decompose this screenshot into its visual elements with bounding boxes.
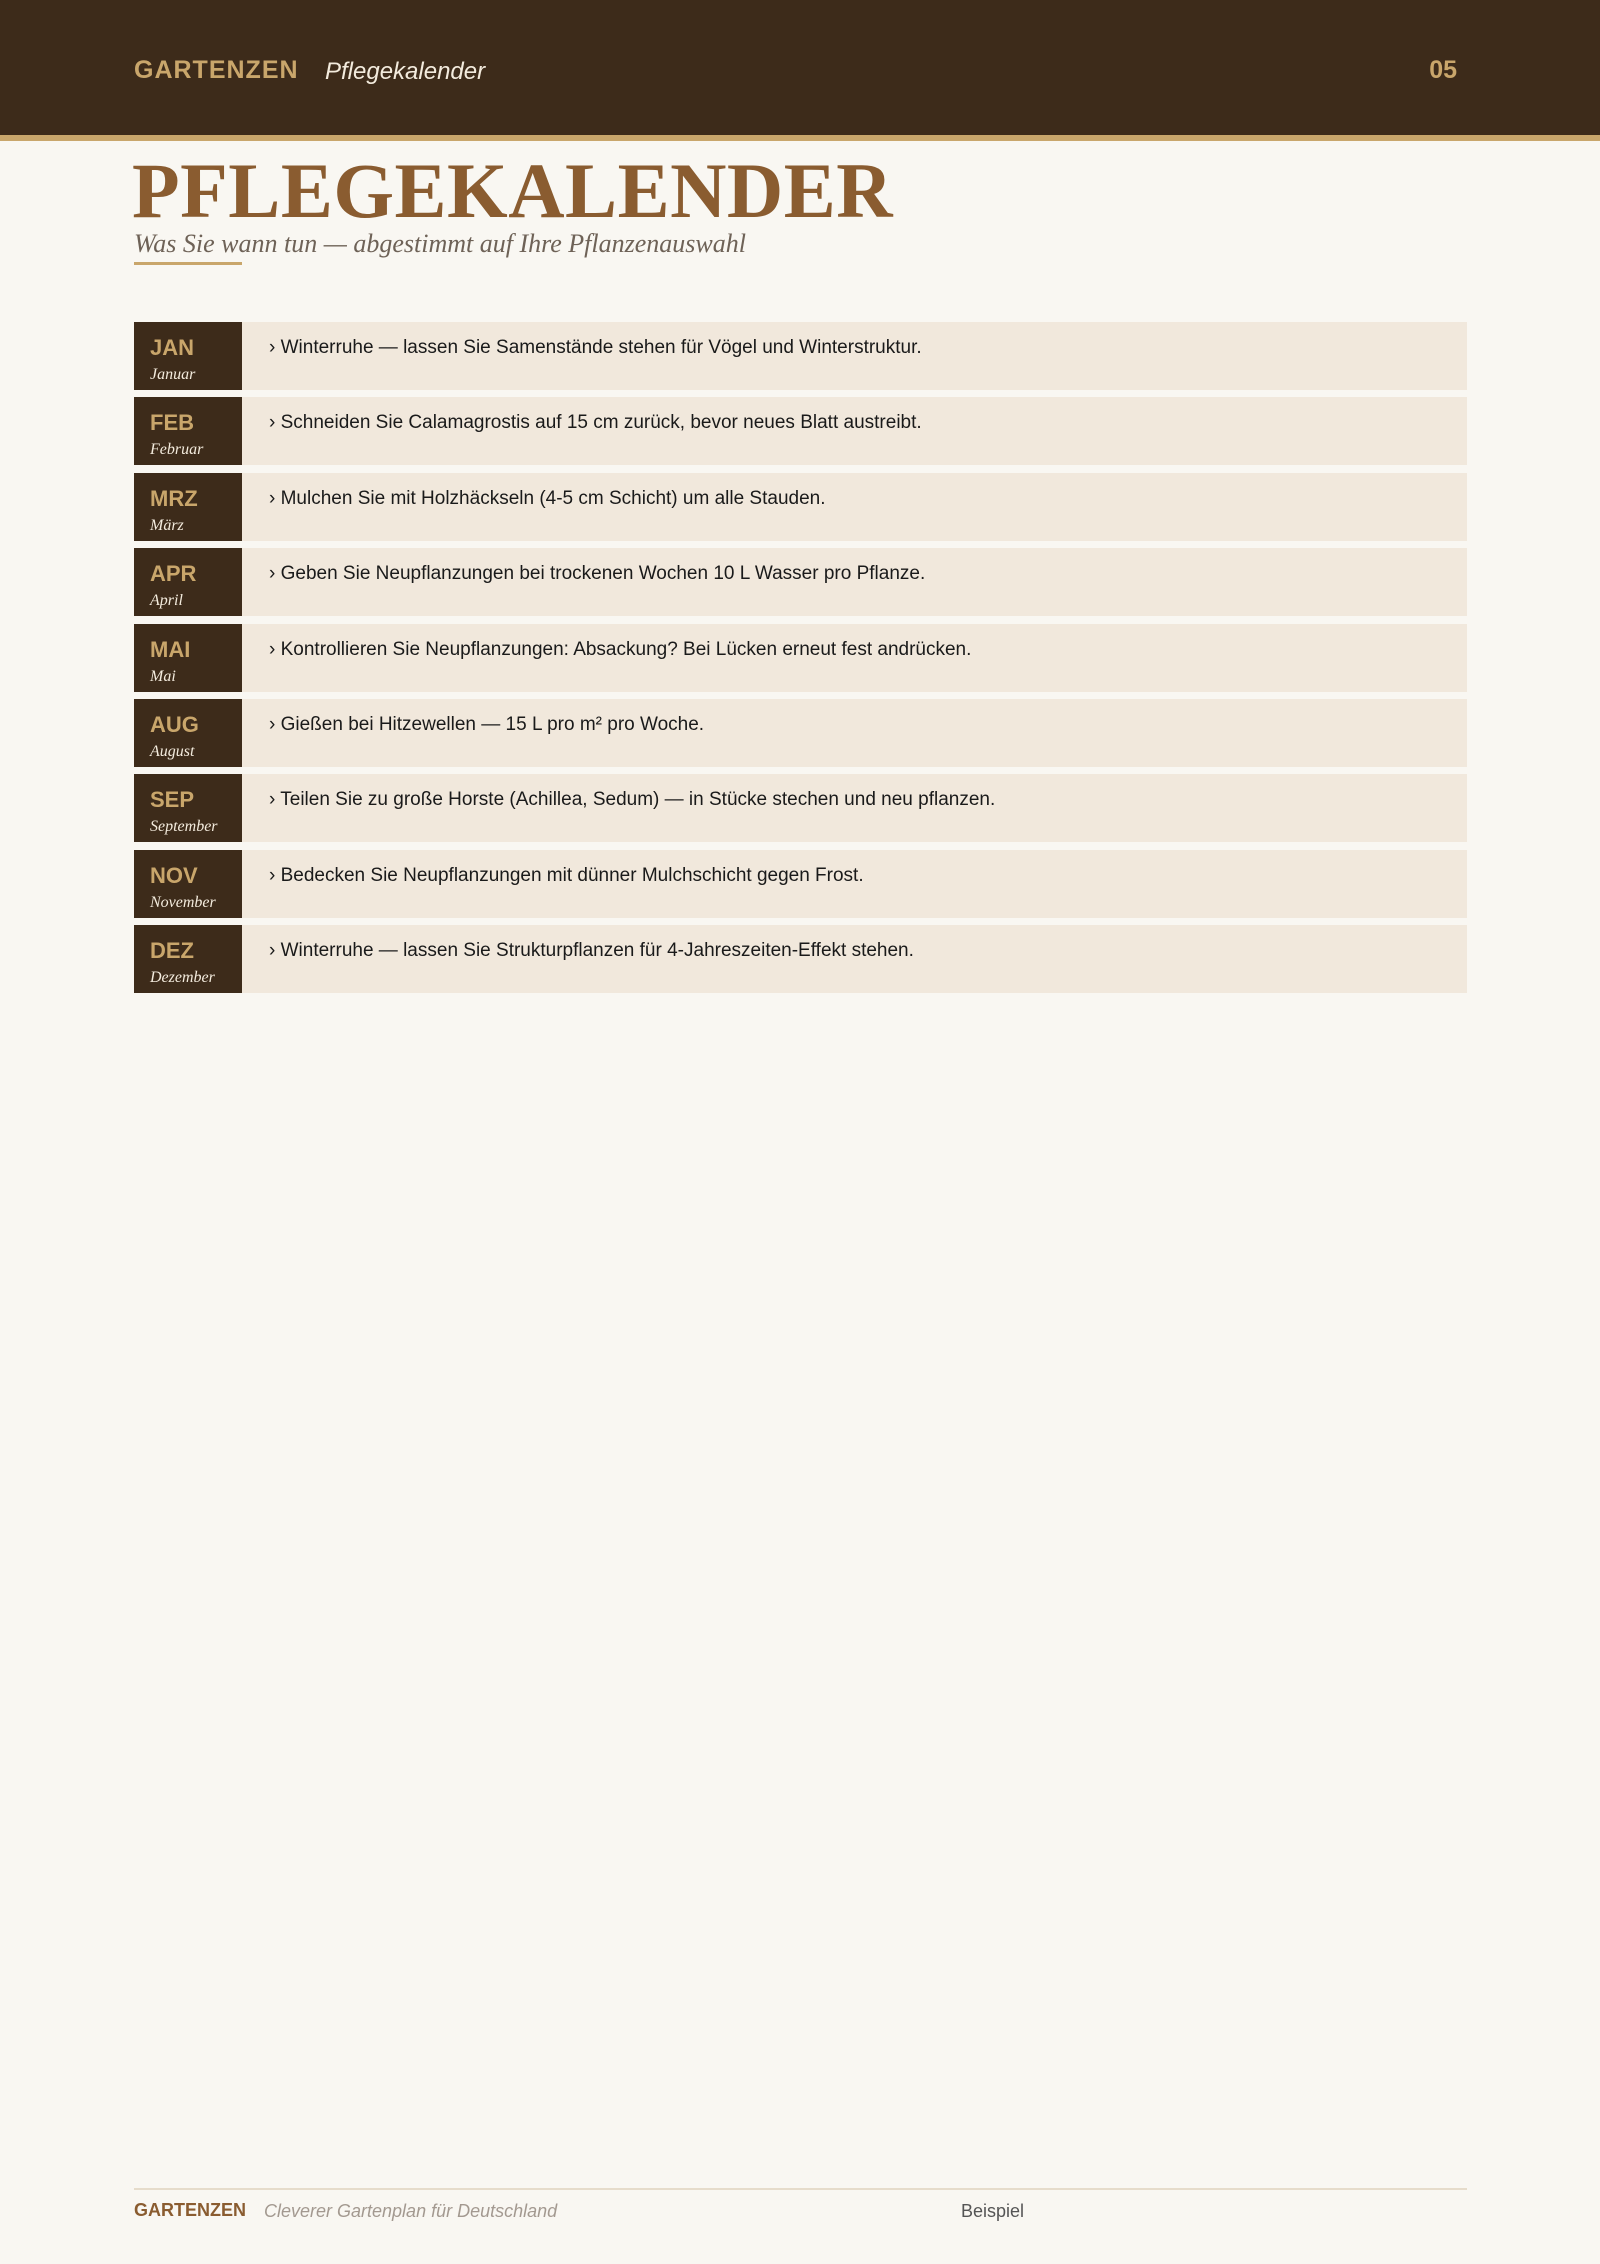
task-cell (242, 473, 1467, 541)
calendar-row (134, 548, 1467, 616)
task-cell (242, 624, 1467, 692)
calendar-row (134, 322, 1467, 390)
header-brand: GARTENZEN (134, 56, 299, 84)
month-abbr: APR (150, 561, 197, 587)
task-text: › Winterruhe — lassen Sie Samenstände stehen für Vögel und Winterstruktur. (269, 337, 922, 358)
calendar-row (134, 774, 1467, 842)
calendar-row (134, 473, 1467, 541)
month-full: November (150, 893, 216, 911)
task-text: › Schneiden Sie Calamagrostis auf 15 cm zurück, bevor neues Blatt austreibt. (269, 412, 922, 434)
page-header (0, 0, 1600, 141)
task-text: › Gießen bei Hitzewellen — 15 L pro m² pro Woche. (269, 713, 705, 735)
calendar-row (134, 624, 1467, 692)
task-cell (242, 699, 1467, 767)
task-cell (242, 548, 1467, 616)
month-abbr: JAN (150, 335, 195, 360)
month-full: März (150, 516, 184, 534)
page-title: PFLEGEKALENDER (132, 147, 894, 234)
month-full: Februar (150, 441, 204, 459)
month-label (134, 699, 242, 767)
calendar-row (134, 397, 1467, 465)
task-text: › Geben Sie Neupflanzungen bei trockenen Wochen 10 L Wasser pro Pflanze. (269, 563, 926, 585)
month-full: Mai (150, 667, 176, 685)
calendar-row (134, 850, 1467, 918)
month-abbr: MAI (150, 636, 191, 662)
month-label (134, 624, 242, 692)
footer-tagline: Cleverer Gartenplan für Deutschland (264, 2201, 558, 2221)
calendar-row (134, 925, 1467, 993)
header-section-title: Pflegekalender (325, 58, 486, 85)
task-cell (242, 397, 1467, 465)
month-label (134, 850, 242, 918)
task-text: › Winterruhe — lassen Sie Strukturpflanzen für 4-Jahreszeiten-Effekt stehen. (269, 940, 914, 962)
month-label (134, 774, 242, 842)
month-full: April (150, 592, 183, 610)
care-calendar (134, 322, 1467, 1001)
month-abbr: AUG (150, 711, 199, 737)
task-cell (242, 925, 1467, 993)
month-abbr: DEZ (150, 938, 194, 964)
month-full: September (150, 818, 218, 836)
month-label (134, 397, 242, 465)
task-text: › Bedecken Sie Neupflanzungen mit dünner Mulchschicht gegen Frost. (269, 864, 864, 886)
month-abbr: MRZ (150, 485, 198, 511)
month-abbr: NOV (150, 862, 198, 888)
month-full: Dezember (150, 969, 215, 987)
task-text: › Teilen Sie zu große Horste (Achillea, Sedum) — in Stücke stechen und neu pflanzen. (269, 789, 996, 811)
task-cell (242, 850, 1467, 918)
month-full: Januar (150, 366, 196, 383)
task-text: › Kontrollieren Sie Neupflanzungen: Absackung? Bei Lücken erneut fest andrücken. (269, 638, 972, 660)
month-abbr: FEB (150, 410, 194, 436)
task-cell (242, 774, 1467, 842)
month-label (134, 473, 242, 541)
month-label (134, 322, 242, 390)
task-text: › Mulchen Sie mit Holzhäckseln (4-5 cm Schicht) um alle Stauden. (269, 487, 826, 509)
footer-divider (134, 2188, 1467, 2190)
footer-brand: GARTENZEN (134, 2200, 246, 2220)
calendar-row (134, 699, 1467, 767)
month-label (134, 548, 242, 616)
page-subtitle: Was Sie wann tun — abgestimmt auf Ihre Pflanzenauswahl (134, 229, 746, 258)
subtitle-underline (134, 262, 242, 265)
month-abbr: SEP (150, 787, 195, 813)
footer-label: Beispiel (961, 2201, 1025, 2221)
month-label (134, 925, 242, 993)
month-full: August (150, 742, 195, 760)
task-cell (242, 322, 1467, 390)
page-number: 05 (1429, 56, 1457, 84)
